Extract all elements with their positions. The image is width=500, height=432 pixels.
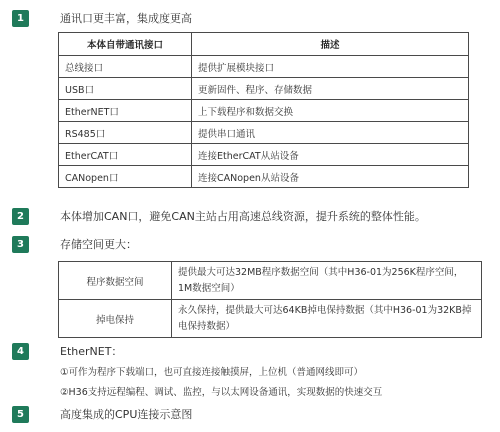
storage-name-cell: 掉电保持 <box>59 300 172 338</box>
storage-name-cell: 程序数据空间 <box>59 262 172 300</box>
table-row <box>59 56 469 78</box>
interface-cell: CANopen口 <box>59 166 192 188</box>
column-header-interface: 本体自带通讯接口 <box>59 33 192 56</box>
section-number-4: 4 <box>12 343 29 360</box>
table-row <box>59 262 482 300</box>
storage-description-cell: 提供最大可达32MB程序数据空间（其中H36-01为256K程序空间，1M数据空间） <box>172 262 482 300</box>
description-cell: 提供串口通讯 <box>192 122 469 144</box>
table-row <box>59 166 469 188</box>
table-row <box>59 100 469 122</box>
section-number-3: 3 <box>12 236 29 253</box>
section-title-2: 本体增加CAN口，避免CAN主站占用高速总线资源，提升系统的整体性能。 <box>60 210 426 223</box>
description-cell: 提供扩展模块接口 <box>192 56 469 78</box>
interface-cell: 总线接口 <box>59 56 192 78</box>
section-number-1: 1 <box>12 10 29 27</box>
section-title-4: EtherNET： <box>60 345 123 358</box>
section-number-2: 2 <box>12 208 29 225</box>
table-header-row <box>59 33 469 56</box>
ethernet-note-2: ②H36支持远程编程、调试、监控，与以太网设备通讯，实现数据的快速交互 <box>60 387 383 398</box>
table-row <box>59 122 469 144</box>
table-row <box>59 300 482 338</box>
section-title-5: 高度集成的CPU连接示意图 <box>60 408 193 421</box>
column-header-description: 描述 <box>192 33 469 56</box>
interface-cell: RS485口 <box>59 122 192 144</box>
storage-description-cell: 永久保持，提供最大可达64KB掉电保持数据（其中H36-01为32KB掉电保持数据） <box>172 300 482 338</box>
table-row <box>59 78 469 100</box>
section-number-5: 5 <box>12 406 29 423</box>
description-cell: 更新固件、程序、存储数据 <box>192 78 469 100</box>
table-row <box>59 144 469 166</box>
interface-cell: EtherCAT口 <box>59 144 192 166</box>
description-cell: 连接CANopen从站设备 <box>192 166 469 188</box>
ports-table <box>58 32 469 188</box>
description-cell: 连接EtherCAT从站设备 <box>192 144 469 166</box>
section-title-1: 通讯口更丰富，集成度更高 <box>60 12 192 25</box>
interface-cell: USB口 <box>59 78 192 100</box>
section-title-3: 存储空间更大： <box>60 238 137 251</box>
storage-table <box>58 261 482 338</box>
interface-cell: EtherNET口 <box>59 100 192 122</box>
description-cell: 上下载程序和数据交换 <box>192 100 469 122</box>
ethernet-note-1: ①可作为程序下载端口，也可直接连接触摸屏，上位机（普通网线即可） <box>60 367 364 378</box>
